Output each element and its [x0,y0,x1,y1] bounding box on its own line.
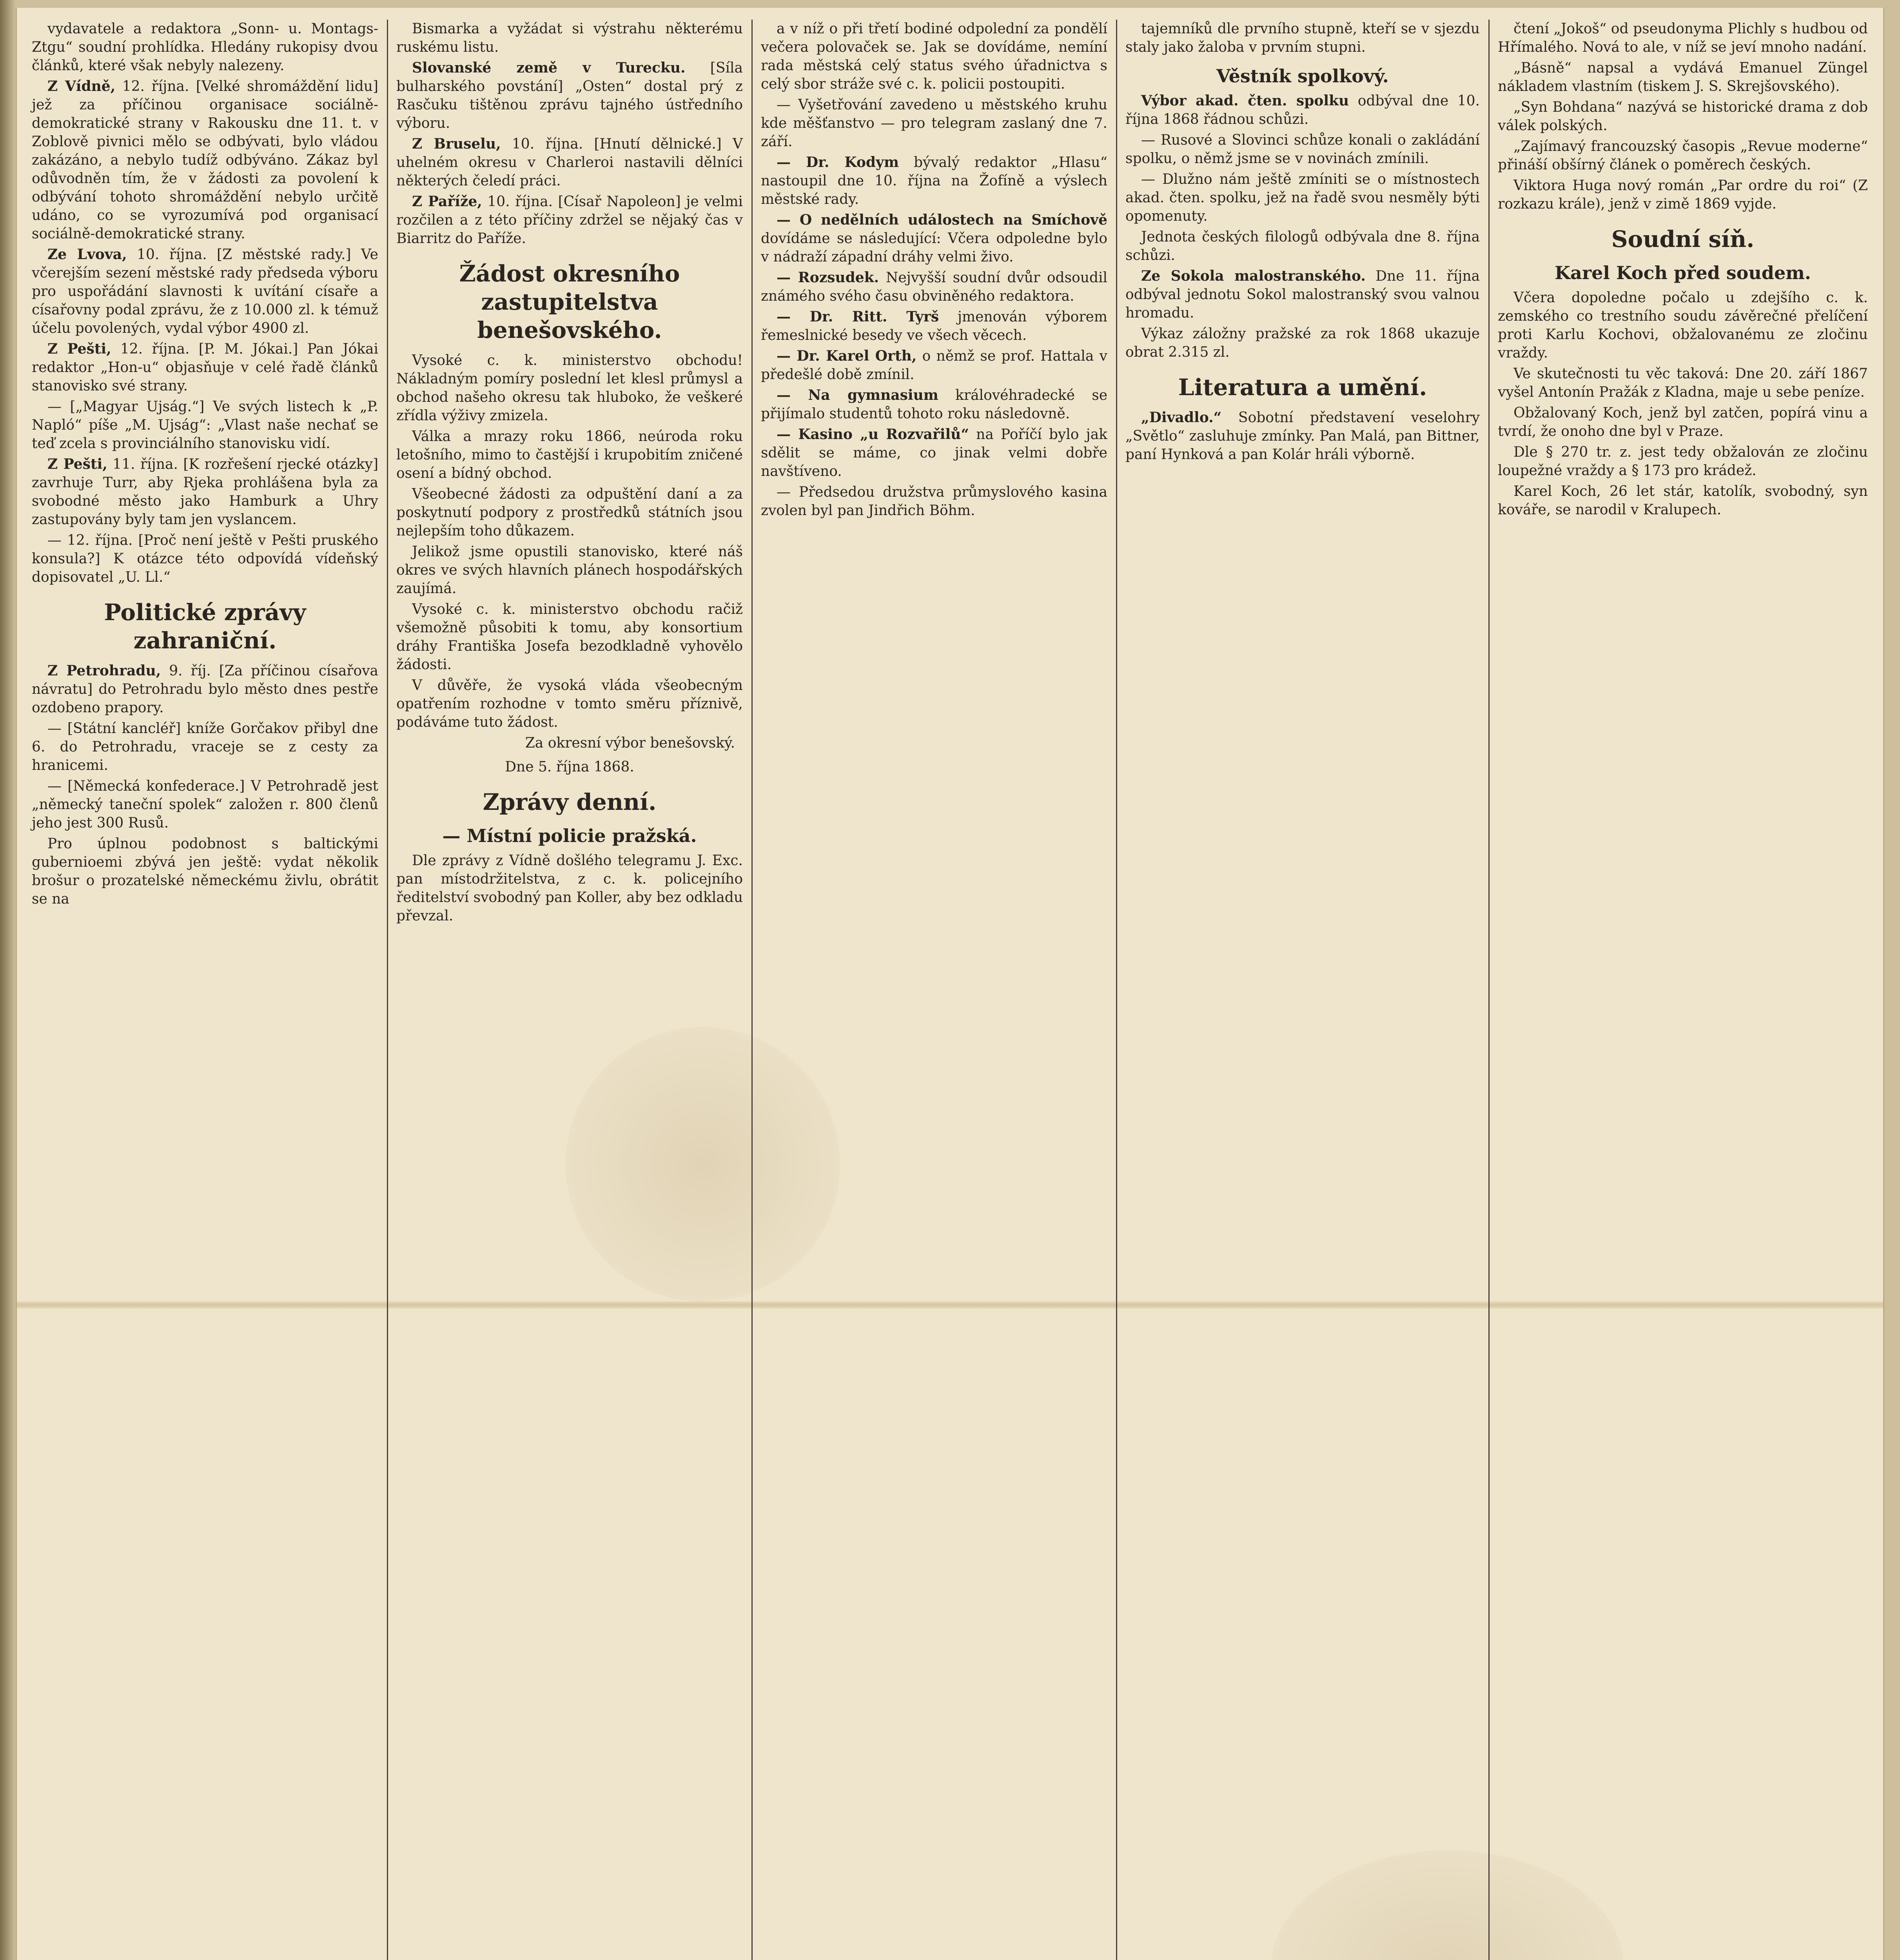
paragraph-text: 12. října. [P. M. Jókai.] Pan Jókai redaktor „Hon-u“ objasňuje v celé řadě článků stanovisko své strany. [32,341,378,394]
article-paragraph [396,543,743,598]
article-paragraph [1498,137,1868,174]
signature-line: Za okresní výbor benešovský. [525,735,735,751]
article-paragraph [396,351,743,425]
article-paragraph [761,425,1107,481]
article-paragraph [1498,176,1868,213]
dateline-place: Z Pešti, [47,456,107,472]
article-paragraph [32,835,378,908]
paragraph-text: 10. října. [Hnutí dělnické.] V uhelném okresu v Charleroi nastavili dělníci některých čeledí práci. [396,136,743,189]
paragraph-text: — Rusové a Slovinci schůze konali o zakládání spolku, o němž jsme se v novinách zmínili. [1125,132,1480,167]
article-paragraph [761,483,1107,520]
article-paragraph [32,245,378,338]
dateline-place: Výbor akad. čten. spolku [1141,93,1349,109]
article-paragraph [396,485,743,540]
article-paragraph [32,531,378,586]
paragraph-text: — [Německá konfederace.] V Petrohradě jest „německý taneční spolek“ založen r. 800 členů jeho jest 300 Rusů. [32,778,378,831]
paragraph-text: Válka a mrazy roku 1866, neúroda roku letošního, mimo to častější i krupobitím zničené osení a bídný obchod. [396,428,743,481]
paragraph-text: „Syn Bohdana“ nazývá se historické drama z dob válek polských. [1498,99,1868,134]
paragraph-text: [Síla bulharského povstání] „Osten“ dostal prý z Rasčuku tištěnou zprávu tajného ústředního výboru. [396,60,743,131]
paragraph-text: královéhradecké se přijímalo studentů tohoto roku následovně. [761,387,1107,422]
article-paragraph [761,386,1107,423]
paragraph-text: čtení „Jokoš“ od pseudonyma Plichly s hudbou od Hřímalého. Nová to ale, v níž se jeví mnoho nadání. [1498,21,1868,55]
article-paragraph [1125,20,1480,56]
paragraph-text: Nejvyšší soudní dvůr odsoudil známého svého času obviněného redaktora. [761,270,1107,304]
dateline-place: Ze Sokola malostranského. [1141,268,1366,284]
article-paragraph [1125,170,1480,225]
article-paragraph [32,77,378,243]
article-paragraph [396,20,743,56]
paragraph-text: Jelikož jsme opustili stanovisko, které náš okres ve svých hlavních plánech hospodářských zaujímá. [396,544,743,597]
article-paragraph [1498,98,1868,135]
paragraph-text: — [„Magyar Ujság.“] Ve svých listech k „P. Napló“ píše „M. Ujság“: „Vlast naše nechať se teď zcela s provinciálního stanovisku vidí. [32,399,378,452]
paragraph-text: Sobotní představení veselohry „Světlo“ zasluhuje zmínky. Pan Malá, pan Bittner, paní Hynková a pan Kolár hráli výborně. [1125,410,1480,463]
section-heading: Politické zprávy zahraniční. [104,599,306,654]
article-paragraph [396,851,743,925]
article-paragraph [1125,267,1480,322]
article-paragraph [32,662,378,717]
dateline-place: — Rozsudek. [777,269,879,286]
paragraph-text: „Zajímavý francouzský časopis „Revue moderne“ přináší obšírný článek o poměrech českých. [1498,138,1868,173]
article-paragraph [1498,365,1868,401]
section-heading: Zprávy denní. [483,789,657,815]
article-paragraph [32,397,378,453]
paragraph-text: odbýval dne 10. října 1868 řádnou schůzi. [1125,93,1480,127]
paragraph-text: 10. října. [Z městské rady.] Ve včerejším sezení městské rady předseda výboru pro uspořádání slavnosti k uvítání císaře a císařovny podal zprávu, že z 10.000 zl. k témuž účelu povolených, vydal výbor 4900 zl. [32,247,378,336]
dateline-place: — O nedělních událostech na Smíchově [777,212,1107,228]
column-3 [754,20,1114,1960]
column-4 [1118,20,1487,1960]
paragraph-text: Dle zprávy z Vídně došlého telegramu J. Exc. pan místodržitelstva, z c. k. policejního ředitelství svobodný pan Koller, aby bez odkladu převzal. [396,853,743,924]
article-paragraph [396,676,743,731]
dateline-place: Z Paříže, [412,193,482,210]
paragraph-text: tajemníků dle prvního stupně, kteří se v sjezdu staly jako žaloba v prvním stupni. [1125,21,1480,55]
article-paragraph [761,96,1107,151]
column-rule [387,20,388,1960]
paragraph-text: jmenován výborem řemeslnické besedy ve všech věcech. [761,309,1107,343]
article-paragraph [32,719,378,775]
paragraph-text: Vysoké c. k. ministerstvo obchodu račiž všemožně působiti k tomu, aby konsortium dráhy Františka Josefa bezodkladně vyhovělo žádosti. [396,601,743,673]
paragraph-text: V důvěře, že vysoká vláda všeobecným opatřením rozhodne v tomto směru příznivě, podáváme tuto žádost. [396,677,743,730]
column-5 [1491,20,1875,1960]
paragraph-text: — 12. října. [Proč není ještě v Pešti pruského konsula?] K otázce této odpovídá vídeňský dopisovatel „U. Ll.“ [32,532,378,585]
paragraph-text: Obžalovaný Koch, jenž byl zatčen, popírá vinu a tvrdí, že onoho dne byl v Praze. [1498,405,1868,439]
newspaper-page [16,8,1884,1960]
dateline-place: Ze Lvova, [47,246,127,263]
dateline-place: Z Bruselu, [412,136,501,152]
article-paragraph [1498,443,1868,480]
paragraph-text: Bismarka a vyžádat si výstrahu některému ruskému listu. [396,21,743,55]
article-paragraph [1498,59,1868,96]
article-paragraph [32,777,378,832]
paragraph-text: Jednota českých filologů odbývala dne 8. října schůzi. [1125,229,1480,263]
column-rule [1116,20,1117,1960]
paragraph-text: 12. října. [Velké shromáždění lidu] jež za příčinou organisace sociálně-demokratické strany v Rakousku dne 11. t. v Zoblově pivnici mělo se odbývati, bylo vládou zakázáno, a nebylo tudíž odbýváno. Zákaz byl odůvodněn tím, že v žádosti za povolení k odbývání tohoto shromáždění nebylo určitě udáno, co se vyrozumívá pod organisací sociálně-demokratické strany. [32,78,379,242]
paragraph-text: 11. října. [K rozřešení rjecké otázky] zavrhuje Turr, aby Rjeka prohlášena byla za svobodné město jako Hamburk a Uhry zastupovány byly tam jen vyslancem. [32,456,379,528]
paragraph-text: na Poříčí bylo jak sdělit se máme, co jinak velmi dobře navštíveno. [761,426,1107,479]
paragraph-text: 10. října. [Císař Napoleon] je velmi rozčilen a z této příčiny zdržel se nějaký čas v Biarritz do Paříže. [396,194,743,247]
paragraph-text: a v níž o při třetí bodiné odpolední za pondělí večera polovaček se. Jak se dovídáme, nemíní rada městská celý status svého úřadnictva s celý sbor stráže své c. k. policii postoupiti. [761,21,1107,92]
dateline-place: Z Vídně, [47,78,116,94]
section-heading: Žádost okresního zastupitelstva benešovského. [459,260,680,343]
paragraph-text: Všeobecné žádosti za odpuštění daní a za poskytnutí podpory z prostředků státních jsou nejlepším toho důkazem. [396,486,743,539]
paragraph-text: Pro úplnou podobnost s baltickými gubernioemi zbývá jen ještě: vydat několik brošur o prozatelské německému živlu, obrátit se na [32,836,378,907]
paragraph-text: — Vyšetřování zavedeno u městského kruhu kde měšťanstvo — pro telegram zaslaný dne 7. září. [761,97,1107,150]
article-paragraph [1125,408,1480,464]
article-paragraph [32,340,378,395]
paragraph-text: Ve skutečnosti tu věc taková: Dne 20. září 1867 vyšel Antonín Pražák z Kladna, maje u sebe peníze. [1498,366,1868,400]
article-paragraph [761,20,1107,93]
column-2 [389,20,750,1960]
article-paragraph [761,347,1107,384]
article-paragraph [32,455,378,529]
article-paragraph [761,153,1107,209]
dateline-place: — Dr. Karel Orth, [777,348,917,364]
dateline-place: Z Petrohradu, [47,662,161,679]
article-paragraph [396,427,743,483]
column-1 [25,20,385,1960]
paragraph-text: Dne 11. října odbýval jednotu Sokol malostranský svou valnou hromadu. [1125,268,1480,321]
dateline-place: — Na gymnasium [777,387,938,403]
article-paragraph [761,211,1107,266]
paragraph-text: vydavatele a redaktora „Sonn- u. Montags-Ztgu“ soudní prohlídka. Hledány rukopisy dvou článků, které však nebyly nalezeny. [32,21,378,74]
scan-edge [0,0,16,1960]
dateline-place: „Divadlo.“ [1141,409,1222,426]
article-paragraph [1125,228,1480,265]
dateline-place: Slovanské země v Turecku. [412,60,686,76]
paragraph-text: Výkaz záložny pražské za rok 1868 ukazuje obrat 2.315 zl. [1125,326,1480,360]
article-paragraph [1498,20,1868,56]
paragraph-text: o němž se prof. Hattala v předešlé době zmínil. [761,348,1107,383]
paragraph-text: Dle § 270 tr. z. jest tedy obžalován ze zločinu loupežné vraždy a § 173 pro krádež. [1498,444,1868,479]
article-paragraph [396,59,743,132]
dateline-place: — Dr. Ritt. Tyrš [777,309,939,325]
paragraph-text: Viktora Huga nový román „Par ordre du roi“ (Z rozkazu krále), jenž v zimě 1869 vyjde. [1498,178,1868,212]
article-paragraph [1125,325,1480,361]
article-paragraph [761,308,1107,345]
article-paragraph [1498,404,1868,441]
section-heading: Literatura a umění. [1178,374,1427,401]
article-paragraph [761,269,1107,305]
paragraph-text: Vysoké c. k. ministerstvo obchodu! Nákladným pomíry poslední let klesl průmysl a obchod našeho okresu tak hluboko, že veškeré zřídla výživy zmizela. [396,352,743,424]
paragraph-text: bývalý redaktor „Hlasu“ nastoupil dne 10. října na Žofíně a výslech městské rady. [761,154,1107,207]
column-rule [1488,20,1490,1960]
dateline-place: Z Pešti, [47,341,111,357]
date-line: Dne 5. října 1868. [505,759,634,775]
article-subheading: Karel Koch před soudem. [1555,262,1811,283]
section-heading: Soudní síň. [1611,226,1755,252]
article-paragraph [396,600,743,674]
paragraph-text: dovídáme se následující: Včera odpoledne bylo v nádraží západní dráhy velmi živo. [761,230,1107,265]
article-paragraph [1125,131,1480,168]
article-paragraph [1498,482,1868,519]
paragraph-text: „Básně“ napsal a vydává Emanuel Züngel nákladem vlastním (tiskem J. S. Skrejšovského). [1498,60,1868,94]
article-paragraph [396,192,743,248]
article-paragraph [1498,289,1868,362]
paragraph-text: Karel Koch, 26 let stár, katolík, svobodný, syn kováře, se narodil v Kralupech. [1498,483,1868,518]
paragraph-text: Včera dopoledne počalo u zdejšího c. k. zemského co trestního soudu závěrečné přelíčení proti Karlu Kochovi, obžalovanému ze zločinu vraždy. [1498,290,1868,361]
article-paragraph [32,20,378,75]
article-subheading: Věstník spolkový. [1216,65,1389,87]
paragraph-text: — Předsedou družstva průmyslového kasina zvolen byl pan Jindřich Böhm. [761,484,1107,519]
dateline-place: — Kasino „u Rozvařilů“ [777,426,969,443]
article-subheading: — Místní policie pražská. [442,825,697,846]
article-paragraph [396,135,743,190]
dateline-place: — Dr. Kodym [777,154,899,171]
paragraph-text: — [Státní kancléř] kníže Gorčakov přibyl dne 6. do Petrohradu, vraceje se z cesty za hranicemi. [32,720,378,773]
article-paragraph [1125,92,1480,129]
column-rule [751,20,753,1960]
paragraph-text: 9. říj. [Za příčinou císařova návratu] do Petrohradu bylo město dnes pestře ozdobeno prapory. [32,663,378,716]
paragraph-text: — Dlužno nám ještě zmíniti se o místnostech akad. čten. spolku, jež na řadě svou nesměly býti opomenuty. [1125,171,1480,224]
